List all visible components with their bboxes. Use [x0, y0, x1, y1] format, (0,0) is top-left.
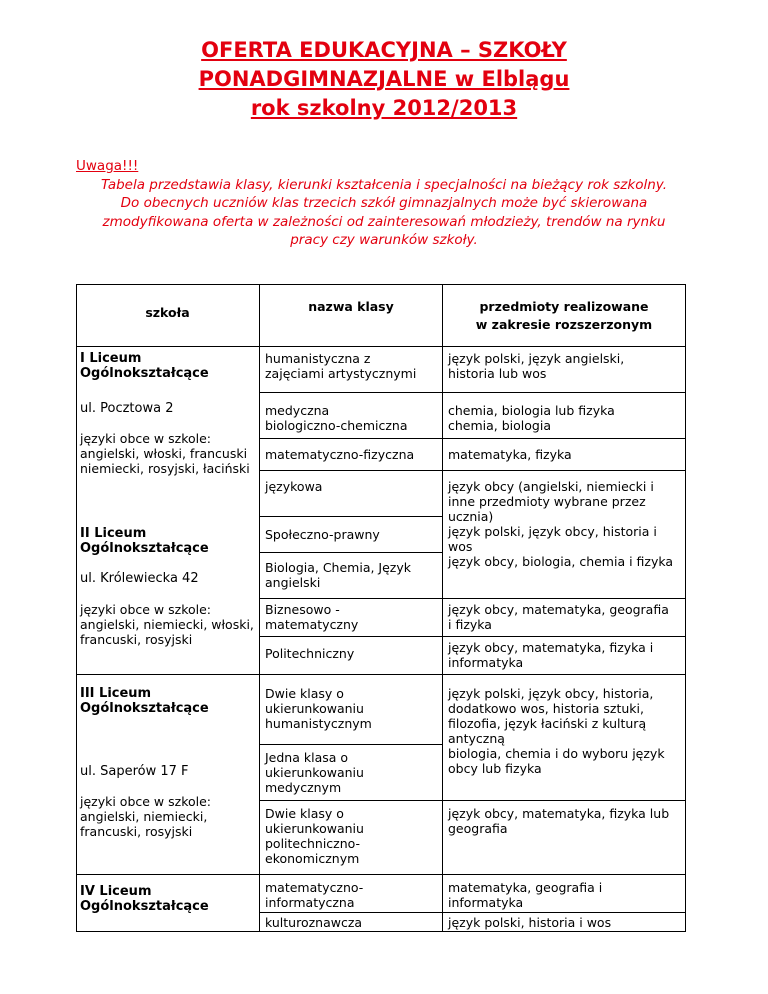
class-10-line-3: medycznym [265, 780, 342, 795]
class-10-line-1: Jedna klasa o [265, 750, 349, 765]
subjects-matematyczno-fizyczna: matematyka, fizyka [448, 447, 572, 462]
school-2-name-line-1: II Liceum [80, 526, 147, 541]
subjects-4-line-1: język obcy (angielski, niemiecki i [448, 479, 654, 494]
subjects-11-line-1: język obcy, matematyka, fizyka lub [448, 806, 670, 821]
school-3-name-line-1: III Liceum [80, 686, 152, 701]
class-12-line-1: matematyczno- [265, 880, 364, 895]
class-humanistyczna [265, 351, 416, 381]
subjects-9-line-5: biologia, chemia i do wyboru język [448, 746, 665, 761]
header-subjects [443, 298, 685, 334]
school-2-languages-line-2: angielski, niemiecki, włoski, [80, 617, 254, 632]
school-2-languages-line-3: francuski, rosyjski [80, 632, 193, 647]
row-line [259, 392, 686, 393]
class-11-line-1: Dwie klasy o [265, 806, 344, 821]
title-line-1: OFERTA EDUKACYJNA – SZKOŁY [201, 38, 567, 62]
class-kulturoznawcza: kulturoznawcza [265, 915, 363, 930]
subjects-8-line-1: język obcy, matematyka, fizyka i [448, 640, 654, 655]
school-4-name-line-2: Ogólnokształcące [80, 899, 209, 914]
row-line [259, 552, 443, 553]
subjects-2-line-2: chemia, biologia [448, 418, 551, 433]
header-subjects-line-2: w zakresie rozszerzonym [475, 317, 653, 332]
row-line [259, 438, 686, 439]
subjects-7-line-1: język obcy, matematyka, geografia [448, 602, 669, 617]
school-1-languages-line-1: języki obce w szkole: [80, 431, 212, 446]
notice-line-4: pracy czy warunków szkoły. [290, 232, 478, 248]
class-9-line-1: Dwie klasy o [265, 686, 344, 701]
school-4-name [80, 884, 209, 914]
subjects-4-line-5: wos [448, 539, 473, 554]
row-line [259, 598, 686, 599]
class-11-line-3: politechniczno- [265, 836, 361, 851]
class-7-line-1: Biznesowo - [265, 602, 340, 617]
school-2-address: ul. Królewiecka 42 [80, 571, 199, 586]
subjects-9-line-2: dodatkowo wos, historia sztuki, [448, 701, 644, 716]
subjects-2-line-1: chemia, biologia lub fizyka [448, 403, 615, 418]
row-line [259, 636, 686, 637]
subjects-1-line-1: język polski, język angielski, [448, 351, 625, 366]
notice-line-3: zmodyfikowana oferta w zależności od zainteresowań młodzieży, trendów na rynku [102, 213, 666, 230]
subjects-4-line-6: język obcy, biologia, chemia i fizyka [448, 554, 674, 569]
school-3-languages-line-3: francuski, rosyjski [80, 824, 193, 839]
title-line-2: PONADGIMNAZJALNE w Elblągu [198, 67, 570, 91]
subjects-7-line-2: i fizyka [448, 617, 492, 632]
class-biznesowo-matematyczny [265, 602, 358, 632]
page-title [0, 36, 768, 123]
row-line [259, 674, 686, 675]
row-line [259, 800, 686, 801]
school-2-name [80, 526, 209, 556]
class-jezykowa: językowa [265, 479, 323, 494]
subjects-9-line-3: filozofia, język łaciński z kulturą [448, 716, 647, 731]
subjects-humanistyczna [448, 351, 624, 381]
school-2-name-line-2: Ogólnokształcące [80, 541, 209, 556]
school-3-name [80, 686, 209, 716]
school-3-languages [80, 794, 211, 839]
class-12-line-2: informatyczna [265, 895, 355, 910]
subjects-4-line-2: inne przedmioty wybrane przez [448, 494, 646, 509]
header-divider [76, 346, 686, 347]
class-11-line-2: ukierunkowaniu [265, 821, 364, 836]
class-1-line-1: humanistyczna z [265, 351, 371, 366]
header-class-name: nazwa klasy [308, 299, 394, 314]
subjects-medyczna [448, 403, 615, 433]
school-2-languages [80, 602, 254, 647]
subjects-9-line-4: antyczną [448, 731, 505, 746]
class-6-line-1: Biologia, Chemia, Język [265, 560, 412, 575]
class-6-line-2: angielski [265, 575, 321, 590]
class-2-line-2: biologiczno-chemiczna [265, 418, 408, 433]
subjects-matematyczno-informatyczna [448, 880, 602, 910]
class-biologia-chemia [265, 560, 411, 590]
class-11-line-4: ekonomicznym [265, 851, 360, 866]
subjects-4-line-3: ucznia) [448, 509, 494, 524]
notice [76, 157, 692, 250]
school-1-name [80, 351, 209, 381]
subjects-12-line-1: matematyka, geografia i [448, 880, 603, 895]
class-9-line-3: humanistycznym [265, 716, 372, 731]
subjects-politechniczno [448, 806, 669, 836]
school-3-name-line-2: Ogólnokształcące [80, 701, 209, 716]
subjects-1-line-2: historia lub wos [448, 366, 547, 381]
column-divider-1 [259, 284, 260, 932]
school-1-languages-line-2: angielski, włoski, francuski [80, 446, 248, 461]
title-line-3: rok szkolny 2012/2013 [250, 96, 518, 120]
subjects-9-line-1: język polski, język obcy, historia, [448, 686, 654, 701]
header-school: szkoła [145, 305, 190, 320]
class-10-line-2: ukierunkowaniu [265, 765, 364, 780]
row-line [259, 744, 443, 745]
school-2-languages-line-1: języki obce w szkole: [80, 602, 212, 617]
subjects-4-line-4: język polski, język obcy, historia i [448, 524, 657, 539]
notice-line-2: Do obecnych uczniów klas trzecich szkół gimnazjalnych może być skierowana [120, 195, 648, 211]
school-3-languages-line-2: angielski, niemiecki, [80, 809, 208, 824]
school-divider-3 [76, 674, 260, 675]
subjects-8-line-2: informatyka [448, 655, 524, 670]
notice-heading: Uwaga!!! [76, 158, 139, 174]
school-3-address: ul. Saperów 17 F [80, 764, 189, 779]
subjects-jezykowa-block [448, 479, 673, 569]
class-politechniczno-ekonomicznym [265, 806, 364, 866]
table-border-left [76, 284, 77, 932]
class-politechniczny: Politechniczny [265, 646, 355, 661]
subjects-politechniczny [448, 640, 653, 670]
column-divider-2 [442, 284, 443, 932]
class-1-line-2: zajęciami artystycznymi [265, 366, 417, 381]
class-2-line-1: medyczna [265, 403, 330, 418]
table-border-bottom [76, 931, 686, 932]
class-spoleczno-prawny: Społeczno-prawny [265, 527, 380, 542]
class-7-line-2: matematyczny [265, 617, 359, 632]
school-3-languages-line-1: języki obce w szkole: [80, 794, 212, 809]
school-1-languages [80, 431, 250, 476]
subjects-11-line-2: geografia [448, 821, 508, 836]
class-humanistycznym [265, 686, 372, 731]
school-divider-4 [76, 874, 260, 875]
table-border-top [76, 284, 686, 285]
class-matematyczno-informatyczna [265, 880, 363, 910]
table-border-right [685, 284, 686, 932]
row-line [259, 516, 443, 517]
school-1-languages-line-3: niemiecki, rosyjski, łaciński [80, 461, 250, 476]
school-1-name-line-1: I Liceum [80, 351, 142, 366]
subjects-9-line-6: obcy lub fizyka [448, 761, 542, 776]
notice-line-1: Tabela przedstawia klasy, kierunki kształcenia i specjalności na bieżący rok szkolny. [100, 176, 668, 193]
row-line [259, 470, 686, 471]
class-medycznym [265, 750, 364, 795]
subjects-kulturoznawcza: język polski, historia i wos [448, 915, 612, 930]
subjects-biznesowo [448, 602, 669, 632]
subjects-12-line-2: informatyka [448, 895, 524, 910]
class-9-line-2: ukierunkowaniu [265, 701, 364, 716]
school-4-name-line-1: IV Liceum [80, 884, 152, 899]
row-line [259, 912, 686, 913]
class-matematyczno-fizyczna: matematyczno-fizyczna [265, 447, 415, 462]
school-1-address: ul. Pocztowa 2 [80, 401, 174, 416]
school-1-name-line-2: Ogólnokształcące [80, 366, 209, 381]
schools-table [76, 284, 686, 932]
header-subjects-line-1: przedmioty realizowane [479, 299, 649, 314]
class-medyczna [265, 403, 407, 433]
subjects-humanistycznym-block [448, 686, 665, 776]
row-line [259, 874, 686, 875]
